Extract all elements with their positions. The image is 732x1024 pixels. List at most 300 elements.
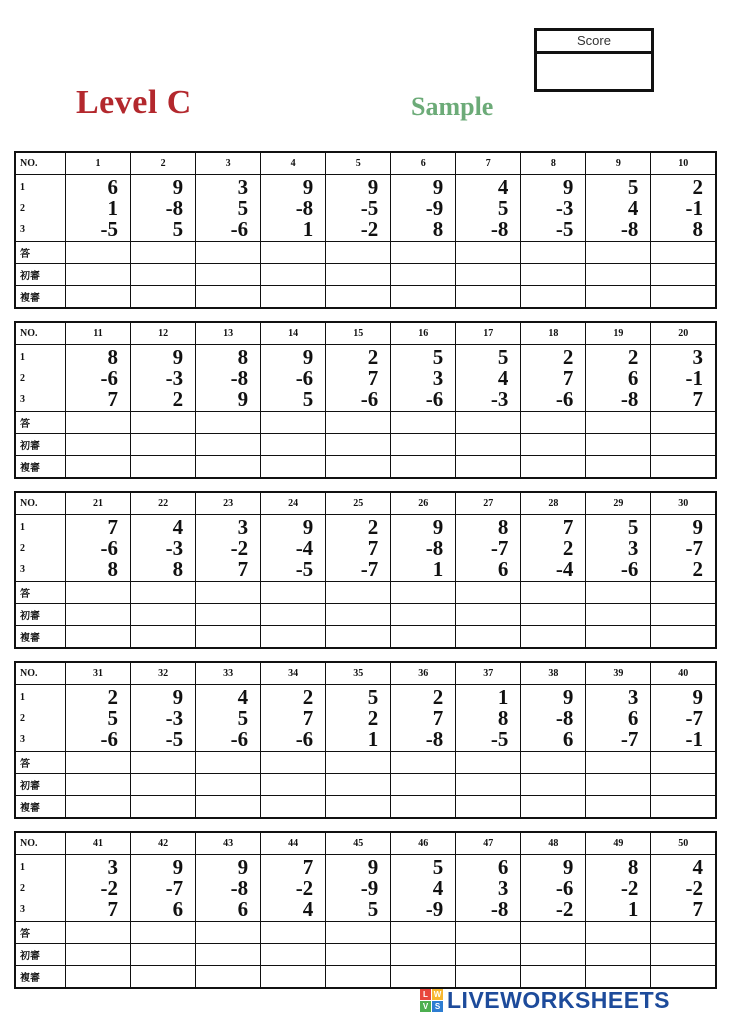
problem-term: -6 (555, 386, 574, 411)
problem-term: 4 (432, 875, 444, 900)
answer-input-cell (391, 922, 456, 944)
answer-input-cell (326, 752, 391, 774)
answer-input-cell (261, 242, 326, 264)
problem-cell (521, 345, 586, 412)
first-review-input[interactable] (586, 434, 650, 455)
problem-number: 26 (391, 492, 456, 515)
first-review-input[interactable] (66, 604, 130, 625)
first-review-input-cell (196, 264, 261, 286)
answer-input-cell (456, 582, 521, 604)
answer-input[interactable] (586, 752, 650, 773)
second-review-input-cell (261, 626, 326, 649)
problem-term: -1 (685, 365, 703, 390)
problem-term: 9 (562, 174, 574, 199)
first-review-input[interactable] (586, 604, 650, 625)
problem-number: 21 (66, 492, 131, 515)
second-review-input[interactable] (66, 286, 130, 307)
answer-input-cell (586, 922, 651, 944)
answer-input[interactable] (521, 242, 585, 263)
line-label: 1 (20, 351, 25, 363)
first-review-input[interactable] (391, 264, 455, 285)
problem-term: 7 (692, 386, 703, 411)
first-review-input[interactable] (326, 434, 390, 455)
second-review-input-cell (66, 796, 131, 819)
first-review-input[interactable] (521, 944, 585, 965)
first-review-input[interactable] (131, 434, 195, 455)
first-review-input[interactable] (651, 434, 715, 455)
answer-input[interactable] (391, 752, 455, 773)
first-review-input[interactable] (326, 944, 390, 965)
answer-input[interactable] (326, 752, 390, 773)
second-review-label: 複審 (15, 286, 66, 309)
answer-input-cell (586, 412, 651, 434)
first-review-input-cell (391, 774, 456, 796)
first-review-input-cell (326, 434, 391, 456)
first-review-input[interactable] (456, 944, 520, 965)
problem-number: 48 (521, 832, 586, 855)
first-review-input-cell (66, 434, 131, 456)
problem-number: 8 (521, 152, 586, 175)
problem-term: 5 (367, 684, 379, 709)
first-review-input[interactable] (651, 774, 715, 795)
first-review-input-cell (586, 774, 651, 796)
second-review-input[interactable] (521, 286, 585, 307)
worksheet-body (14, 151, 717, 1001)
first-review-input[interactable] (651, 944, 715, 965)
first-review-label: 初審 (15, 944, 66, 966)
answer-input-cell (521, 582, 586, 604)
answer-input[interactable] (586, 922, 650, 943)
problem-cell (651, 685, 716, 752)
second-review-input[interactable] (586, 286, 650, 307)
sample-label: Sample (411, 92, 494, 121)
second-review-input[interactable] (391, 626, 455, 647)
line-labels (15, 175, 66, 242)
second-review-input[interactable] (131, 796, 195, 817)
first-review-input[interactable] (586, 264, 650, 285)
second-review-input-cell (456, 286, 521, 309)
problem-term: -7 (685, 535, 703, 560)
first-review-input[interactable] (391, 944, 455, 965)
answer-input[interactable] (261, 242, 325, 263)
second-review-input-cell (521, 286, 586, 309)
second-review-input[interactable] (196, 286, 260, 307)
problem-term: 9 (692, 514, 703, 539)
problem-term: 5 (107, 705, 119, 730)
problem-cell (261, 685, 326, 752)
first-review-input-cell (651, 604, 716, 626)
first-review-input[interactable] (66, 264, 130, 285)
second-review-input[interactable] (131, 456, 195, 477)
second-review-input[interactable] (586, 796, 650, 817)
first-review-input[interactable] (521, 604, 585, 625)
answer-input[interactable] (391, 242, 455, 263)
problem-term: -3 (165, 365, 184, 390)
second-review-input[interactable] (651, 286, 715, 307)
problem-term: -4 (555, 556, 574, 581)
first-review-input[interactable] (651, 604, 715, 625)
second-review-input-cell (521, 796, 586, 819)
answer-input[interactable] (131, 582, 195, 603)
problem-term: 9 (432, 514, 444, 539)
answer-input[interactable] (326, 582, 390, 603)
problem-cell (651, 175, 716, 242)
first-review-input[interactable] (196, 434, 260, 455)
answer-input[interactable] (521, 752, 585, 773)
problem-term: -6 (555, 875, 574, 900)
first-review-input-cell (326, 604, 391, 626)
answer-input[interactable] (196, 582, 260, 603)
first-review-input[interactable] (521, 774, 585, 795)
problem-cell (651, 345, 716, 412)
answer-input[interactable] (326, 922, 390, 943)
problem-cell (456, 685, 521, 752)
second-review-input[interactable] (456, 286, 520, 307)
problem-term: 6 (172, 896, 184, 921)
first-review-input-cell (651, 264, 716, 286)
problem-term: -5 (295, 556, 314, 581)
first-review-input-cell (456, 774, 521, 796)
first-review-input-cell (586, 944, 651, 966)
problem-term: -8 (425, 726, 444, 751)
answer-input[interactable] (261, 752, 325, 773)
answer-input[interactable] (66, 242, 130, 263)
second-review-input-cell (131, 796, 196, 819)
answer-input[interactable] (586, 242, 650, 263)
first-review-input[interactable] (391, 604, 455, 625)
line-label: 3 (20, 903, 25, 915)
second-review-input[interactable] (326, 966, 390, 987)
answer-input-cell (651, 582, 716, 604)
problem-cell (326, 685, 391, 752)
first-review-input[interactable] (261, 264, 325, 285)
problem-term: -7 (685, 705, 703, 730)
answer-input-cell (326, 582, 391, 604)
problem-term: 1 (432, 556, 444, 581)
first-review-input[interactable] (131, 774, 195, 795)
first-review-input-cell (391, 434, 456, 456)
second-review-input-cell (196, 966, 261, 989)
first-review-input[interactable] (131, 604, 195, 625)
second-review-input[interactable] (326, 626, 390, 647)
answer-input[interactable] (326, 412, 390, 433)
first-review-input[interactable] (66, 944, 130, 965)
second-review-label: 複審 (15, 966, 66, 989)
answer-input[interactable] (66, 922, 130, 943)
answer-input[interactable] (131, 412, 195, 433)
first-review-input[interactable] (586, 944, 650, 965)
answer-input[interactable] (261, 412, 325, 433)
second-review-input[interactable] (586, 456, 650, 477)
problem-term: 7 (302, 854, 314, 879)
problem-term: 5 (237, 705, 249, 730)
problem-number: 22 (131, 492, 196, 515)
second-review-input-cell (326, 456, 391, 479)
problem-number: 36 (391, 662, 456, 685)
answer-input-cell (326, 922, 391, 944)
problem-term: -8 (490, 216, 509, 241)
second-review-input[interactable] (521, 796, 585, 817)
second-review-input[interactable] (391, 796, 455, 817)
first-review-input[interactable] (196, 604, 260, 625)
first-review-input[interactable] (261, 604, 325, 625)
answer-input-cell (391, 582, 456, 604)
second-review-input[interactable] (261, 286, 325, 307)
score-box (534, 28, 654, 92)
second-review-input[interactable] (131, 626, 195, 647)
first-review-input[interactable] (456, 774, 520, 795)
problem-term: -8 (620, 386, 639, 411)
answer-input[interactable] (196, 242, 260, 263)
problem-term: 8 (497, 514, 509, 539)
problem-number: 46 (391, 832, 456, 855)
second-review-input[interactable] (456, 626, 520, 647)
first-review-input[interactable] (391, 774, 455, 795)
second-review-input-cell (261, 796, 326, 819)
first-review-input[interactable] (261, 774, 325, 795)
problem-term: -3 (555, 195, 574, 220)
first-review-input-cell (456, 604, 521, 626)
answer-input-cell (651, 242, 716, 264)
problem-term: 8 (627, 854, 639, 879)
second-review-input-cell (391, 626, 456, 649)
second-review-input[interactable] (261, 626, 325, 647)
answer-input[interactable] (196, 922, 260, 943)
problem-term: 2 (692, 556, 703, 581)
answer-input[interactable] (66, 752, 130, 773)
answer-input[interactable] (651, 752, 715, 773)
second-review-input[interactable] (651, 456, 715, 477)
second-review-input[interactable] (326, 286, 390, 307)
problem-cell (196, 345, 261, 412)
answer-input-cell (651, 752, 716, 774)
answer-input[interactable] (456, 922, 520, 943)
first-review-label: 初審 (15, 434, 66, 456)
answer-label: 答 (15, 242, 66, 264)
answer-input[interactable] (651, 922, 715, 943)
second-review-input[interactable] (651, 626, 715, 647)
problem-number: 49 (586, 832, 651, 855)
answer-input[interactable] (521, 582, 585, 603)
first-review-input[interactable] (196, 944, 260, 965)
answer-input[interactable] (391, 582, 455, 603)
answer-label: 答 (15, 752, 66, 774)
second-review-input-cell (651, 456, 716, 479)
worksheet-title: Level C (76, 84, 192, 121)
first-review-input[interactable] (456, 434, 520, 455)
answer-input[interactable] (261, 922, 325, 943)
second-review-input[interactable] (521, 626, 585, 647)
second-review-input[interactable] (391, 456, 455, 477)
problem-term: 8 (432, 216, 444, 241)
second-review-input-cell (326, 626, 391, 649)
second-review-input[interactable] (196, 966, 260, 987)
line-label: 2 (20, 202, 25, 214)
problem-cell (521, 515, 586, 582)
answer-input[interactable] (456, 752, 520, 773)
second-review-input[interactable] (456, 456, 520, 477)
problem-term: -2 (620, 875, 639, 900)
first-review-input-cell (456, 434, 521, 456)
problem-term: -6 (360, 386, 379, 411)
second-review-input[interactable] (66, 796, 130, 817)
first-review-input-cell (586, 604, 651, 626)
second-review-input-cell (651, 626, 716, 649)
first-review-input[interactable] (196, 264, 260, 285)
problem-number: 38 (521, 662, 586, 685)
first-review-input[interactable] (391, 434, 455, 455)
second-review-input[interactable] (651, 796, 715, 817)
answer-input[interactable] (131, 922, 195, 943)
first-review-input[interactable] (196, 774, 260, 795)
second-review-input[interactable] (196, 626, 260, 647)
second-review-input[interactable] (326, 796, 390, 817)
problem-cell (66, 175, 131, 242)
second-review-input[interactable] (131, 966, 195, 987)
problem-term: -8 (165, 195, 184, 220)
problem-cell (196, 685, 261, 752)
second-review-input[interactable] (261, 966, 325, 987)
line-label: 1 (20, 521, 25, 533)
problem-term: 9 (172, 854, 184, 879)
line-label: 2 (20, 712, 25, 724)
second-review-label: 複審 (15, 456, 66, 479)
second-review-input-cell (456, 456, 521, 479)
problem-number: 17 (456, 322, 521, 345)
second-review-input[interactable] (456, 796, 520, 817)
problem-term: 9 (562, 854, 574, 879)
first-review-input[interactable] (326, 264, 390, 285)
problem-term: 7 (562, 365, 574, 390)
answer-input[interactable] (326, 242, 390, 263)
problem-number: 27 (456, 492, 521, 515)
problem-number: 37 (456, 662, 521, 685)
answer-input[interactable] (261, 582, 325, 603)
first-review-input[interactable] (131, 944, 195, 965)
problem-term: -5 (555, 216, 574, 241)
problem-cell (66, 515, 131, 582)
problem-number: 4 (261, 152, 326, 175)
problem-term: 2 (367, 705, 379, 730)
first-review-input-cell (521, 944, 586, 966)
problem-term: -8 (490, 896, 509, 921)
problem-term: 7 (562, 514, 574, 539)
second-review-input-cell (326, 286, 391, 309)
second-review-input[interactable] (196, 456, 260, 477)
answer-input[interactable] (196, 412, 260, 433)
second-review-input[interactable] (131, 286, 195, 307)
answer-input[interactable] (456, 242, 520, 263)
answer-input[interactable] (391, 922, 455, 943)
answer-input[interactable] (456, 582, 520, 603)
second-review-input[interactable] (66, 966, 130, 987)
second-review-input[interactable] (521, 456, 585, 477)
problem-term: 9 (692, 684, 703, 709)
answer-input-cell (456, 922, 521, 944)
first-review-input[interactable] (586, 774, 650, 795)
answer-input-cell (651, 922, 716, 944)
second-review-input[interactable] (261, 456, 325, 477)
first-review-input-cell (66, 774, 131, 796)
problem-term: -2 (295, 875, 314, 900)
first-review-input[interactable] (66, 774, 130, 795)
answer-input[interactable] (196, 752, 260, 773)
problem-block (14, 151, 717, 309)
first-review-input-cell (196, 944, 261, 966)
second-review-input[interactable] (66, 626, 130, 647)
answer-input[interactable] (651, 582, 715, 603)
problem-term: -8 (425, 535, 444, 560)
problem-number: 1 (66, 152, 131, 175)
first-review-input[interactable] (521, 264, 585, 285)
line-label: 1 (20, 181, 25, 193)
first-review-input[interactable] (66, 434, 130, 455)
first-review-input[interactable] (131, 264, 195, 285)
problem-term: -2 (685, 875, 703, 900)
score-input[interactable] (537, 54, 655, 94)
problem-cell (391, 515, 456, 582)
first-review-input[interactable] (261, 434, 325, 455)
first-review-label: 初審 (15, 774, 66, 796)
first-review-input[interactable] (521, 434, 585, 455)
first-review-input-cell (196, 604, 261, 626)
second-review-input[interactable] (586, 626, 650, 647)
first-review-input[interactable] (261, 944, 325, 965)
first-review-input[interactable] (651, 264, 715, 285)
answer-input[interactable] (66, 412, 130, 433)
answer-input[interactable] (586, 412, 650, 433)
first-review-input[interactable] (326, 774, 390, 795)
first-review-input-cell (131, 944, 196, 966)
second-review-input[interactable] (391, 286, 455, 307)
answer-input[interactable] (131, 752, 195, 773)
problem-number: 23 (196, 492, 261, 515)
problem-number: 34 (261, 662, 326, 685)
problem-term: 8 (107, 556, 119, 581)
answer-input[interactable] (651, 412, 715, 433)
second-review-input[interactable] (326, 456, 390, 477)
first-review-input-cell (456, 944, 521, 966)
problem-number: 47 (456, 832, 521, 855)
answer-input[interactable] (651, 242, 715, 263)
first-review-input[interactable] (326, 604, 390, 625)
second-review-input[interactable] (196, 796, 260, 817)
problem-number: 13 (196, 322, 261, 345)
problem-term: 9 (432, 174, 444, 199)
first-review-input-cell (521, 264, 586, 286)
line-label: 1 (20, 691, 25, 703)
first-review-input-cell (391, 604, 456, 626)
second-review-input-cell (261, 456, 326, 479)
problem-term: 7 (107, 896, 119, 921)
answer-input[interactable] (66, 582, 130, 603)
second-review-input[interactable] (261, 796, 325, 817)
answer-input[interactable] (586, 582, 650, 603)
problem-cell (586, 855, 651, 922)
answer-input[interactable] (391, 412, 455, 433)
answer-input[interactable] (456, 412, 520, 433)
first-review-input[interactable] (456, 604, 520, 625)
line-label: 2 (20, 372, 25, 384)
answer-input-cell (391, 412, 456, 434)
answer-input[interactable] (521, 412, 585, 433)
first-review-input-cell (261, 604, 326, 626)
first-review-input[interactable] (456, 264, 520, 285)
answer-input[interactable] (131, 242, 195, 263)
second-review-input[interactable] (66, 456, 130, 477)
answer-input[interactable] (521, 922, 585, 943)
problem-number: 19 (586, 322, 651, 345)
